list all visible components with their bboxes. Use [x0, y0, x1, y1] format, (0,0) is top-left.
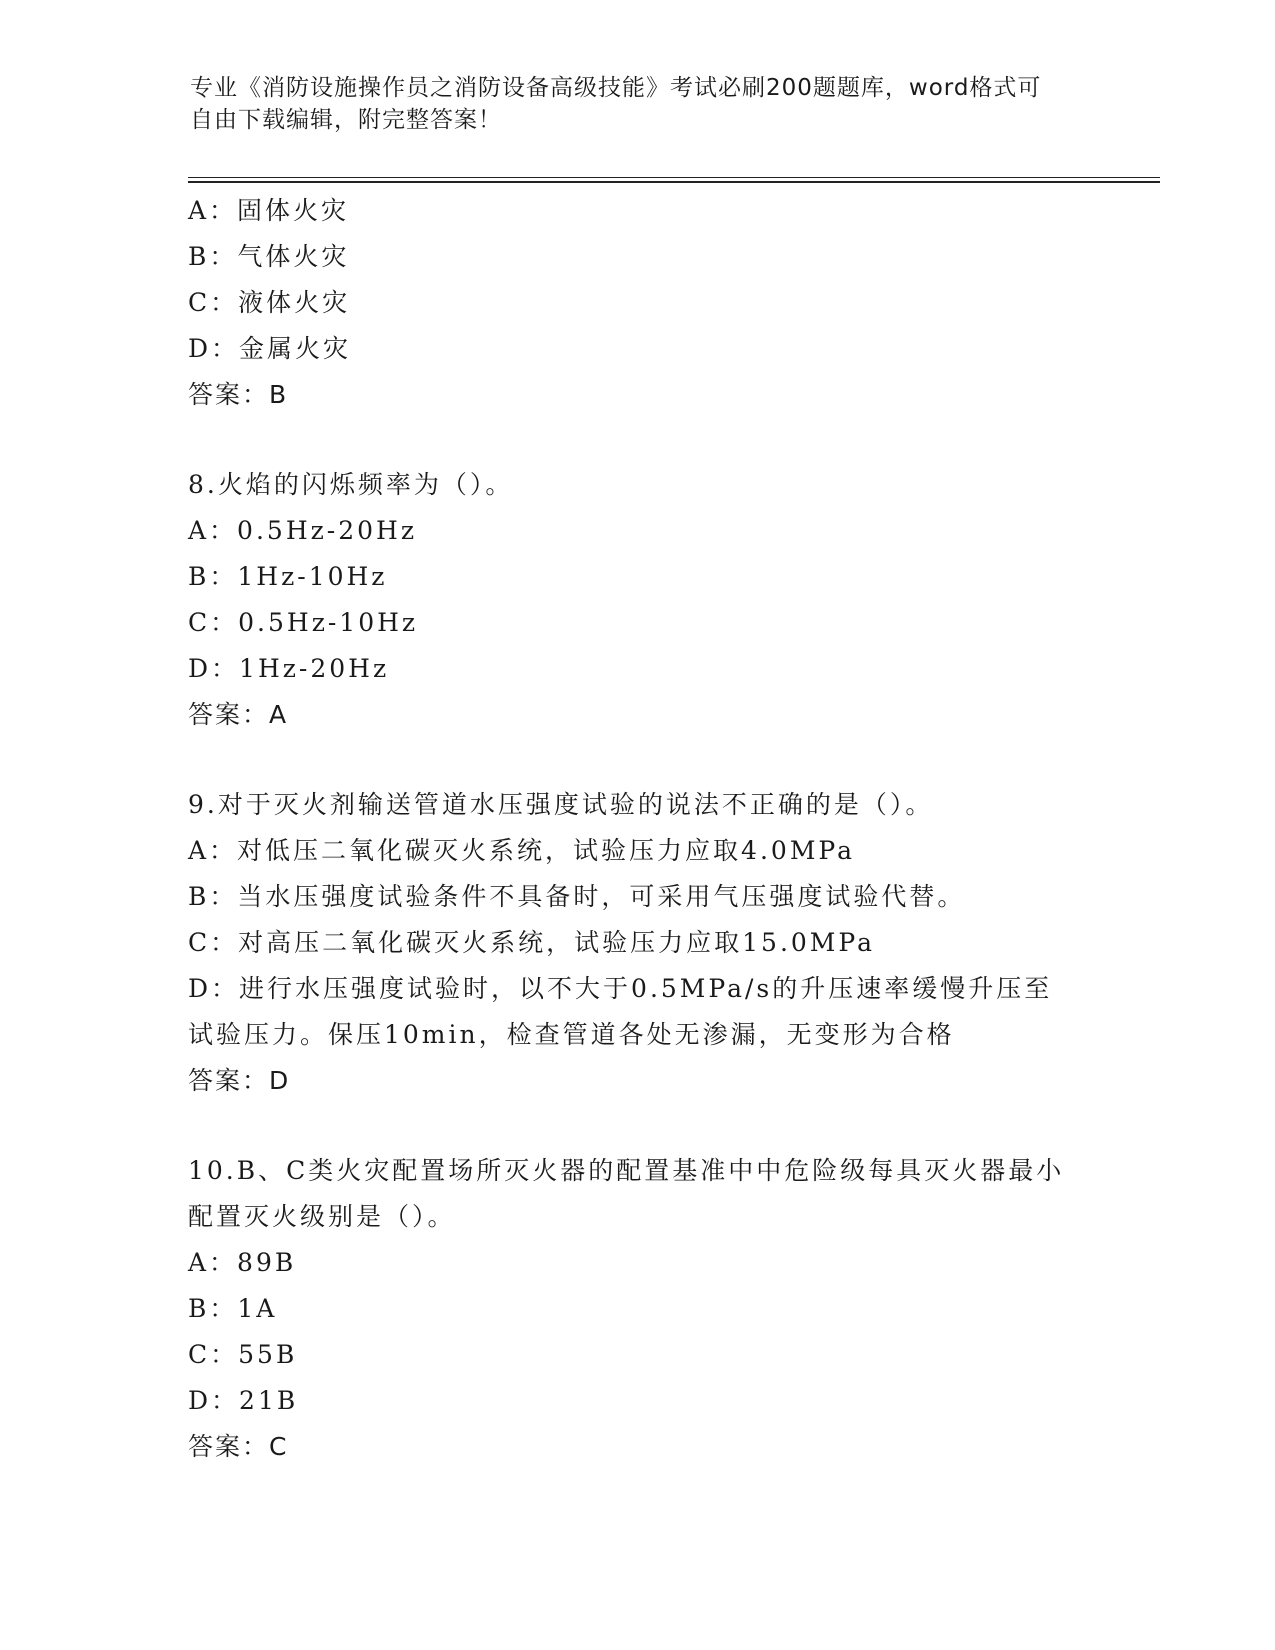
question-10: [188, 1148, 1128, 1470]
answer: 答案：C: [188, 1432, 289, 1461]
option-c: C：液体火灾: [188, 288, 351, 317]
option-a: A：89B: [188, 1248, 297, 1277]
question-stem: 8.火焰的闪烁频率为（）。: [188, 470, 514, 499]
question-9: [188, 782, 1128, 1104]
option-a: A：0.5Hz-20Hz: [188, 516, 418, 545]
question-list: [188, 188, 1128, 1470]
header-title-line-2: 自由下载编辑，附完整答案！: [190, 107, 502, 133]
question-8: [188, 462, 1128, 738]
answer: 答案：A: [188, 700, 289, 729]
option-b: B：气体火灾: [188, 242, 350, 271]
option-d: D：1Hz-20Hz: [188, 654, 390, 683]
option-b: B：1Hz-10Hz: [188, 562, 388, 591]
spacer: [188, 738, 1128, 782]
option-d: D：21B: [188, 1386, 299, 1415]
document-header: [190, 72, 1090, 136]
answer: 答案：B: [188, 380, 289, 409]
header-divider-thin: [188, 177, 1160, 178]
answer: 答案：D: [188, 1066, 291, 1095]
option-c: C：0.5Hz-10Hz: [188, 608, 419, 637]
option-d: D：金属火灾: [188, 334, 352, 363]
spacer: [188, 1104, 1128, 1148]
option-a: A：对低压二氧化碳灭火系统，试验压力应取4.0MPa: [188, 836, 856, 865]
question-stem-continuation: 配置灭火级别是（）。: [188, 1202, 456, 1231]
option-b: B：1A: [188, 1294, 278, 1323]
header-title-line-1: 专业《消防设施操作员之消防设备高级技能》考试必刷200题题库，word格式可: [190, 75, 1042, 101]
spacer: [188, 418, 1128, 462]
option-b: B：当水压强度试验条件不具备时，可采用气压强度试验代替。: [188, 882, 966, 911]
option-d: D：进行水压强度试验时，以不大于0.5MPa/s的升压速率缓慢升压至: [188, 974, 1053, 1003]
option-c: C：对高压二氧化碳灭火系统，试验压力应取15.0MPa: [188, 928, 875, 957]
option-a: A：固体火灾: [188, 196, 350, 225]
option-c: C：55B: [188, 1340, 298, 1369]
header-divider-thick: [188, 181, 1160, 183]
question-stem: 10.B、C类火灾配置场所灭火器的配置基准中中危险级每具灭火器最小: [188, 1156, 1065, 1185]
option-d-continuation: 试验压力。保压10min，检查管道各处无渗漏，无变形为合格: [188, 1020, 955, 1049]
question-stem: 9.对于灭火剂输送管道水压强度试验的说法不正确的是（）。: [188, 790, 934, 819]
question-7: [188, 188, 1128, 418]
